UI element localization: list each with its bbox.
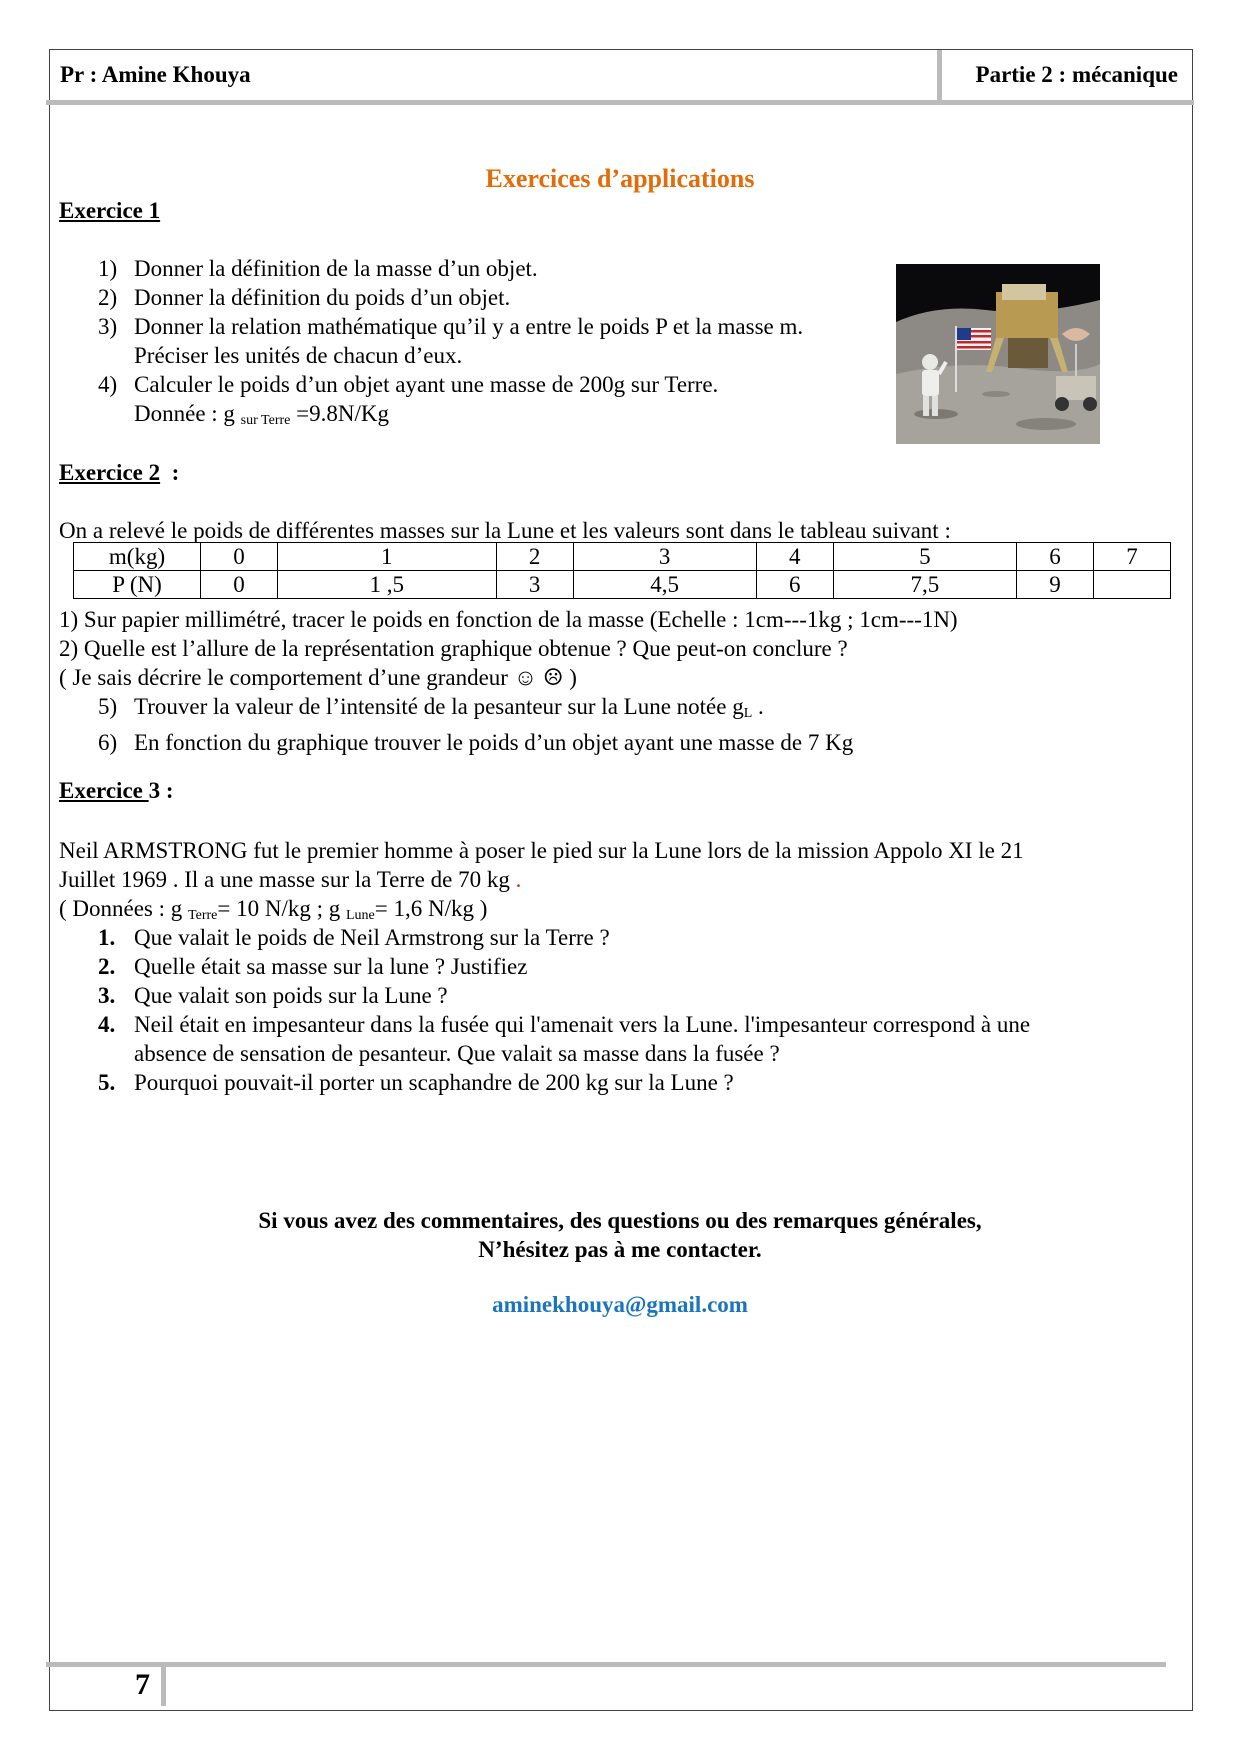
closing-message: Si vous avez des commentaires, des questions ou des remarques générales, N’hésitez pas à me contacter. xyxy=(258,1208,982,1262)
header-author: Pr : Amine Khouya xyxy=(60,62,251,87)
table-cell: 1 xyxy=(277,543,496,571)
table-row xyxy=(74,571,1171,599)
list-item: 1) Donner la définition de la masse d’un objet. xyxy=(98,256,538,281)
table-cell: 6 xyxy=(756,571,833,599)
list-item: 5) Trouver la valeur de l’intensité de la pesanteur sur la Lune notée $g_L$ . xyxy=(98,694,764,721)
exercise-2-heading: Exercice 2 : xyxy=(59,460,180,485)
list-item: 1. Que valait le poids de Neil Armstrong sur la Terre ? xyxy=(98,925,610,950)
exercise-2-self-assessment: ( Je sais décrire le comportement d’une grandeur ☺ ☹ ) xyxy=(59,665,577,690)
exercise-2-intro: On a relevé le poids de différentes masses sur la Lune et les valeurs sont dans le tableau suivant : xyxy=(59,518,951,543)
list-item: 2) Donner la définition du poids d’un objet. xyxy=(98,285,511,310)
table-cell: 0 xyxy=(201,543,278,571)
table-cell: 7,5 xyxy=(833,571,1016,599)
list-item-continuation: absence de sensation de pesanteur. Que valait sa masse dans la fusée ? xyxy=(134,1041,780,1066)
table-cell: 3 xyxy=(573,543,756,571)
mass-weight-table xyxy=(73,542,1171,599)
exercise-3-intro: Neil ARMSTRONG fut le premier homme à poser le pied sur la Lune lors de la mission Appolo XI le 21 Juillet 1969 . Il a une masse sur la Terre de 70 kg . ( Données : g $_{Terre}$= 10 N/kg ; g $_{Lune}$= 1,6 N/kg ) xyxy=(59,838,1024,923)
exercise-2-question-1: 1) Sur papier millimétré, tracer le poids en fonction de la masse (Echelle : 1cm---1kg ; 1cm---1N) xyxy=(59,607,958,632)
exercise-3-list xyxy=(98,923,1158,1097)
table-cell: 9 xyxy=(1016,571,1093,599)
table-cell: 7 xyxy=(1093,543,1170,571)
data-given: Donnée : g $_{sur Terre}$ =9.8N/Kg xyxy=(134,401,389,428)
footer-divider xyxy=(161,1664,166,1706)
table-cell: 4,5 xyxy=(573,571,756,599)
exercise-1-list xyxy=(98,254,878,435)
table-cell: 5 xyxy=(833,543,1016,571)
list-item: 5. Pourquoi pouvait-il porter un scaphandre de 200 kg sur la Lune ? xyxy=(98,1070,734,1095)
table-cell: 1 ,5 xyxy=(277,571,496,599)
list-item: 4. Neil était en impesanteur dans la fusée qui l'amenait vers la Lune. l'impesanteur correspond à une xyxy=(98,1012,1031,1037)
table-cell: 2 xyxy=(496,543,573,571)
list-item: 3) Donner la relation mathématique qu’il y a entre le poids P et la masse m. xyxy=(98,314,804,339)
list-item: 3. Que valait son poids sur la Lune ? xyxy=(98,983,448,1008)
table-cell: 6 xyxy=(1016,543,1093,571)
page-title: Exercices d’applications xyxy=(485,164,755,193)
table-cell: 0 xyxy=(201,571,278,599)
contact-email-link[interactable]: aminekhouya@gmail.com xyxy=(492,1292,748,1317)
list-item: 4) Calculer le poids d’un objet ayant une masse de 200g sur Terre. xyxy=(98,372,719,397)
page-number: 7 xyxy=(135,1668,150,1701)
table-row xyxy=(74,543,1171,571)
list-item: 2. Quelle était sa masse sur la lune ? Justifiez xyxy=(98,954,528,979)
table-cell: m(kg) xyxy=(74,543,201,571)
header-section: Partie 2 : mécanique xyxy=(975,62,1178,87)
table-cell: 4 xyxy=(756,543,833,571)
list-item-continuation: Préciser les unités de chacun d’eux. xyxy=(134,343,463,368)
header-divider xyxy=(937,50,942,102)
moon-landing-photo xyxy=(896,264,1100,444)
table-cell: P (N) xyxy=(74,571,201,599)
header-rule xyxy=(46,100,1194,105)
exercise-2-question-2: 2) Quelle est l’allure de la représentation graphique obtenue ? Que peut-on conclure ? xyxy=(59,636,848,661)
table-cell xyxy=(1093,571,1170,599)
table-cell: 3 xyxy=(496,571,573,599)
exercise-3-heading: Exercice 3 : xyxy=(59,778,174,803)
footer-rule xyxy=(46,1662,1166,1667)
exercise-2-list xyxy=(98,692,1098,757)
exercise-1-heading: Exercice 1 xyxy=(59,198,161,223)
list-item: 6) En fonction du graphique trouver le poids d’un objet ayant une masse de 7 Kg xyxy=(98,730,854,755)
